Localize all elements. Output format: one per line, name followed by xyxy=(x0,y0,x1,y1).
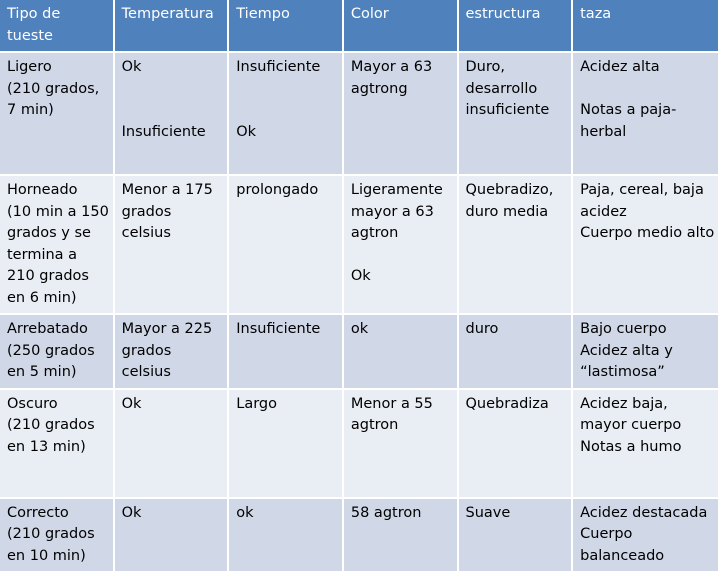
cell-text-line: Ligeramente xyxy=(350,182,443,198)
cell-text-line: celsius xyxy=(121,225,171,241)
cell-text-line: Acidez alta xyxy=(580,59,660,75)
cell-temperature xyxy=(115,499,228,572)
cell-cup xyxy=(573,176,718,313)
cell-text-line: Quebradiza xyxy=(465,395,549,412)
cell-text-line: Ok xyxy=(121,504,142,521)
cell-cup xyxy=(573,53,718,174)
cell-text-line: celsius xyxy=(121,364,171,380)
cell-structure xyxy=(459,315,572,388)
cell-roast-type xyxy=(0,390,113,497)
cell-text-line: en 5 min) xyxy=(7,364,77,380)
cell-text-line: duro xyxy=(465,321,499,337)
cell-text-line: agtrong xyxy=(350,80,408,97)
cell-time xyxy=(229,176,342,313)
cell-text-line: Cuerpo xyxy=(580,526,633,542)
cell-time xyxy=(229,390,342,497)
cell-text-line: agtron xyxy=(350,417,399,433)
cell-time xyxy=(229,315,342,388)
cell-structure xyxy=(459,176,572,313)
header-temperature: Temperatura xyxy=(115,0,228,51)
cell-text-line: Ok xyxy=(121,395,142,412)
cell-roast-type xyxy=(0,499,113,572)
cell-roast-type xyxy=(0,53,113,174)
cell-text-line: en 6 min) xyxy=(7,289,77,306)
cell-text-line: Paja, cereal, baja xyxy=(580,182,704,198)
cell-temperature xyxy=(115,390,228,497)
cell-text-line: Bajo cuerpo xyxy=(580,321,667,337)
cell-text-line: Menor a 55 xyxy=(350,395,433,412)
cell-temperature xyxy=(115,53,228,174)
cell-text-line: mayor cuerpo xyxy=(580,417,682,433)
cell-text-line: “lastimosa” xyxy=(580,364,665,380)
cell-text-line: Suave xyxy=(465,504,511,521)
cell-text-line: 58 agtron xyxy=(350,504,422,521)
cell-text-line: Ok xyxy=(121,59,142,75)
cell-text-line: agtron xyxy=(350,225,399,241)
cell-structure xyxy=(459,390,572,497)
cell-text-line: duro media xyxy=(465,203,549,220)
cell-text-line: Oscuro xyxy=(7,395,58,412)
table-row xyxy=(0,390,718,497)
cell-text-line: Quebradizo, xyxy=(465,182,554,198)
cell-color xyxy=(344,499,457,572)
cell-text-line: grados xyxy=(121,342,172,359)
cell-text-line: grados xyxy=(121,203,172,220)
cell-text-line: prolongado xyxy=(236,182,319,198)
cell-text-line: ok xyxy=(350,321,369,337)
cell-text-line: grados y se xyxy=(7,225,91,241)
header-structure: estructura xyxy=(459,0,572,51)
header-color: Color xyxy=(344,0,457,51)
cell-time xyxy=(229,53,342,174)
cell-cup xyxy=(573,499,718,572)
cell-text-line: Notas a paja- xyxy=(580,102,677,118)
cell-text-line: Correcto xyxy=(7,504,69,521)
header-row xyxy=(0,0,718,51)
cell-text-line: (250 grados xyxy=(7,342,95,359)
cell-color xyxy=(344,53,457,174)
header-roast-type: Tipo de tueste xyxy=(0,0,113,51)
cell-text-line: en 13 min) xyxy=(7,438,86,455)
cell-cup xyxy=(573,315,718,388)
table-row xyxy=(0,499,718,572)
cell-text-line: en 10 min) xyxy=(7,547,86,564)
cell-text-line: Insuficiente xyxy=(236,59,321,75)
table-row xyxy=(0,176,718,313)
cell-cup xyxy=(573,390,718,497)
cell-temperature xyxy=(115,176,228,313)
header-cup: taza xyxy=(573,0,718,51)
header-time: Tiempo xyxy=(229,0,342,51)
cell-text-line: desarrollo xyxy=(465,80,538,97)
cell-text-line: Menor a 175 xyxy=(121,182,213,198)
cell-text-line: insuficiente xyxy=(465,102,550,118)
cell-text-line: Cuerpo medio alto xyxy=(580,225,715,241)
cell-color xyxy=(344,390,457,497)
cell-text-line: Arrebatado xyxy=(7,321,88,337)
table-body xyxy=(0,53,718,571)
cell-text-line: Acidez destacada xyxy=(580,504,708,521)
cell-text-line: Mayor a 225 xyxy=(121,321,213,337)
cell-text-line: herbal xyxy=(580,123,627,140)
cell-text-line: (210 grados xyxy=(7,526,95,542)
cell-text-line: Acidez baja, xyxy=(580,395,668,412)
cell-color xyxy=(344,176,457,313)
cell-text-line: Insuficiente xyxy=(121,123,206,140)
cell-text-line: (210 grados, xyxy=(7,80,100,97)
cell-text-line: Ok xyxy=(350,268,371,284)
cell-temperature xyxy=(115,315,228,388)
cell-text-line: balanceado xyxy=(580,547,665,564)
cell-color xyxy=(344,315,457,388)
cell-roast-type xyxy=(0,176,113,313)
cell-text-line: Ligero xyxy=(7,59,52,75)
cell-roast-type xyxy=(0,315,113,388)
cell-text-line: termina a xyxy=(7,246,78,263)
cell-text-line: Horneado xyxy=(7,182,78,198)
cell-structure xyxy=(459,499,572,572)
cell-text-line: 210 grados xyxy=(7,268,89,284)
cell-text-line: Largo xyxy=(236,395,277,412)
table-row xyxy=(0,53,718,174)
cell-text-line: (210 grados xyxy=(7,417,95,433)
cell-text-line: (10 min a 150 xyxy=(7,203,109,220)
cell-text-line: Duro, xyxy=(465,59,505,75)
cell-text-line: ok xyxy=(236,504,254,521)
cell-text-line: Insuficiente xyxy=(236,321,321,337)
cell-text-line: mayor a 63 xyxy=(350,203,434,220)
cell-text-line: Ok xyxy=(236,123,257,140)
table-row xyxy=(0,315,718,388)
cell-text-line: Mayor a 63 xyxy=(350,59,433,75)
cell-time xyxy=(229,499,342,572)
cell-text-line: Acidez alta y xyxy=(580,342,673,359)
cell-structure xyxy=(459,53,572,174)
cell-text-line: Notas a humo xyxy=(580,438,682,455)
cell-text-line: 7 min) xyxy=(7,102,54,118)
cell-text-line: acidez xyxy=(580,203,627,220)
